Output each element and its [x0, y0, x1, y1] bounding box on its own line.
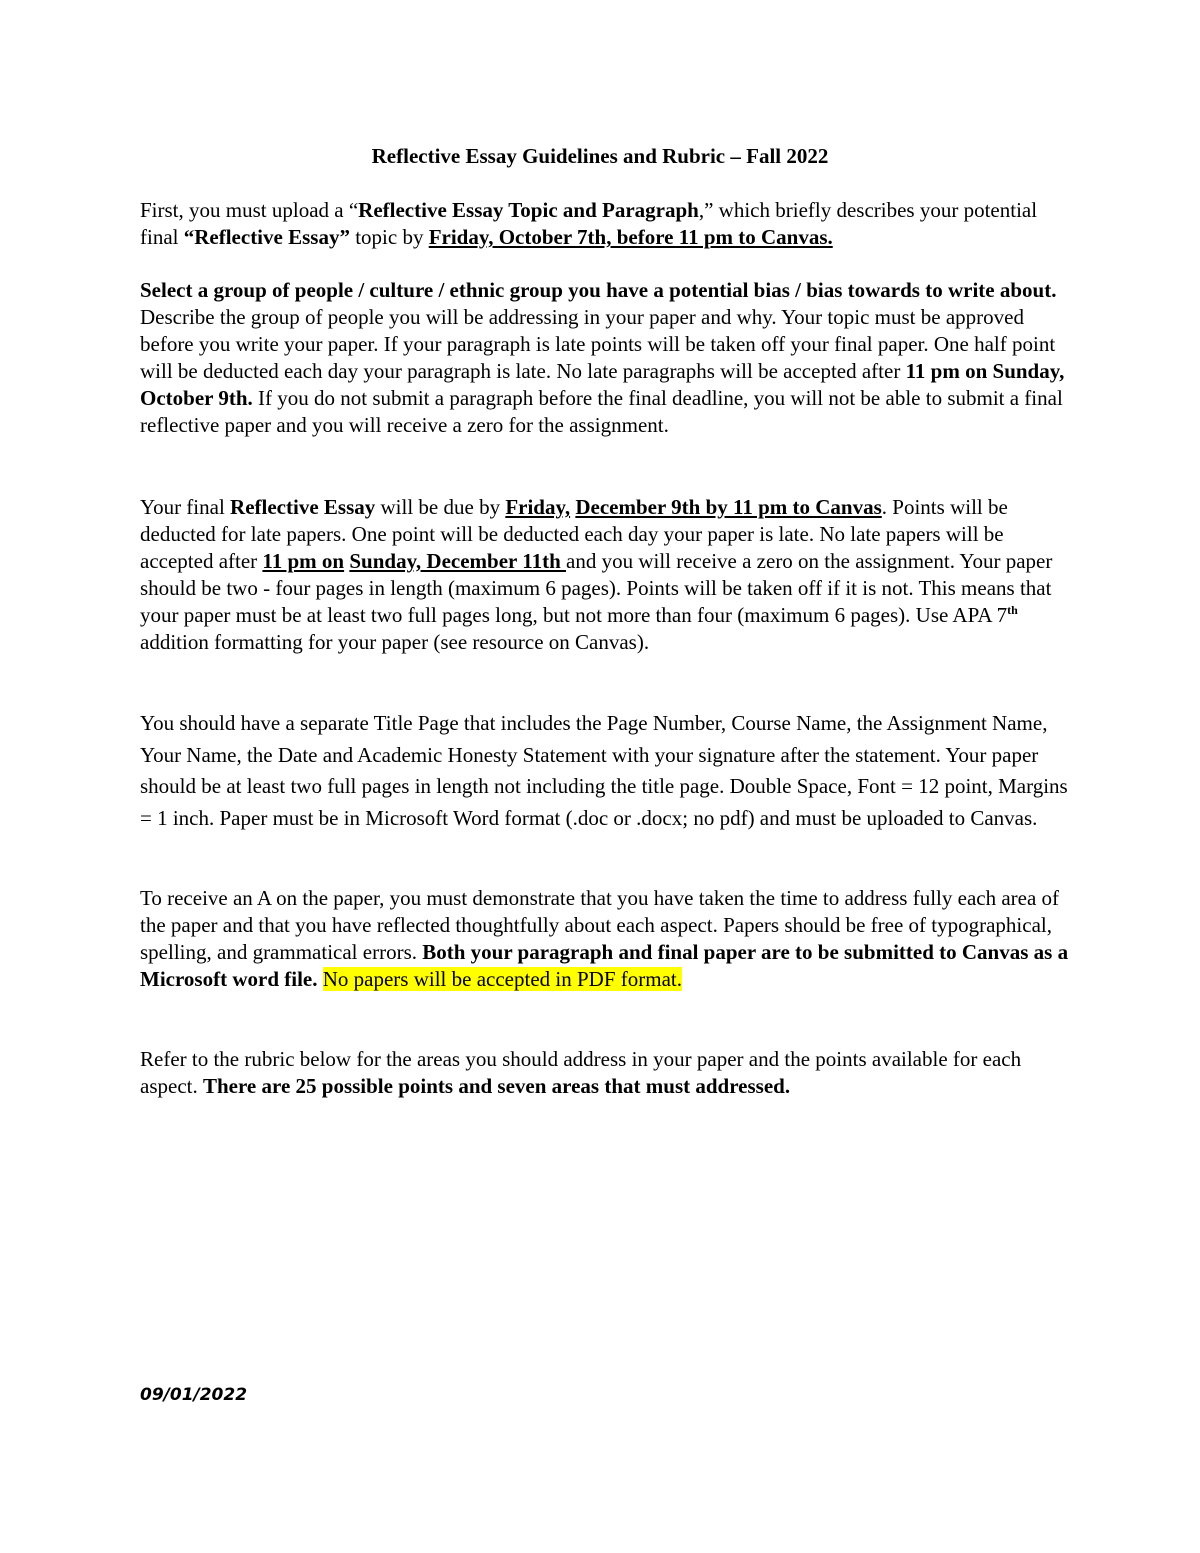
footer-date: 09/01/2022: [140, 1385, 248, 1405]
paragraph-title-page: [140, 708, 1070, 834]
paragraph-final-essay: [140, 494, 1070, 656]
bold-run: There are 25 possible points and seven areas that must addressed.: [202, 1074, 791, 1098]
bold-run: “Reflective Essay”: [183, 225, 350, 249]
text-run: will be due by: [375, 495, 506, 519]
paragraph-rubric-intro: [140, 1046, 1070, 1100]
essay-deadline-day: Friday,: [505, 495, 571, 519]
bold-run: Reflective Essay: [230, 495, 376, 519]
text-run: If you do not submit a paragraph before the final deadline, you will not be able to submit a final reflective paper and you will receive a zero for the assignment.: [140, 386, 1063, 437]
text-run: Describe the group of people you will be addressing in your paper and why. Your topic must be approved before you write your paper. If your paragraph is late points will be taken off your final paper. One half point will be deducted each day your paragraph is late. No late paragraphs will be accepted after: [140, 305, 1056, 383]
text-run: and you will receive a zero on the assignment. Your paper should be two - four pages in length (maximum 6 pages). Points will be taken off if it is not. This means that your paper must be at least two full pages long, but not more than four (maximum 6 pages). Use APA 7: [140, 549, 1053, 627]
text-run: Refer to the rubric below for the areas you should address in your paper and the points available for each aspect.: [140, 1047, 1022, 1098]
topic-deadline: Friday, October 7th, before 11 pm to Canvas.: [428, 225, 833, 249]
late-cutoff-time: 11 pm on: [262, 549, 345, 573]
text-run: Your final: [140, 495, 231, 519]
text-run: addition formatting for your paper (see resource on Canvas).: [140, 630, 650, 654]
bold-run: Both your paragraph and final paper are to be submitted to Canvas as a Microsoft word file.: [140, 940, 1069, 991]
bold-run: Reflective Essay Topic and Paragraph: [358, 198, 699, 222]
late-cutoff-date: Sunday, December 11th: [349, 549, 566, 573]
text-run: . Points will be deducted for late papers. One point will be deducted each day your paper is late. No late papers will be accepted after: [140, 495, 1008, 573]
paragraph-grading: [140, 885, 1070, 993]
text-run: topic by: [349, 225, 429, 249]
highlighted-pdf-warning: No papers will be accepted in PDF format.: [322, 967, 682, 991]
text-run: To receive an A on the paper, you must demonstrate that you have taken the time to address fully each area of the paper and that you have reflected thoughtfully about each aspect. Papers should be free of typographical, spelling, and grammatical errors.: [140, 886, 1060, 964]
paragraph-final-deadline: 11 pm on Sunday, October 9th.: [140, 359, 1065, 410]
text-run: ,” which briefly describes your potential final: [140, 198, 1038, 249]
text-run: First, you must upload a “: [140, 198, 359, 222]
document-title: Reflective Essay Guidelines and Rubric – Fall 2022: [371, 144, 829, 168]
text-run: You should have a separate Title Page that includes the Page Number, Course Name, the Assignment Name, Your Name, the Date and Academic Honesty Statement with your signature after the statement. Your paper should be at least two full pages in length not including the title page. Double Space, Font = 12 point, Margins = 1 inch. Paper must be in Microsoft Word format (.doc or .docx; no pdf) and must be uploaded to Canvas.: [140, 711, 1068, 830]
paragraph-group-selection: [140, 277, 1070, 439]
bold-run: Select a group of people / culture / ethnic group you have a potential bias / bias towards to write about.: [140, 278, 1057, 302]
space-run: [317, 967, 322, 991]
paragraph-topic-upload: [140, 197, 1070, 251]
essay-deadline: December 9th by 11 pm to Canvas: [575, 495, 882, 519]
superscript-th: th: [1007, 603, 1018, 617]
